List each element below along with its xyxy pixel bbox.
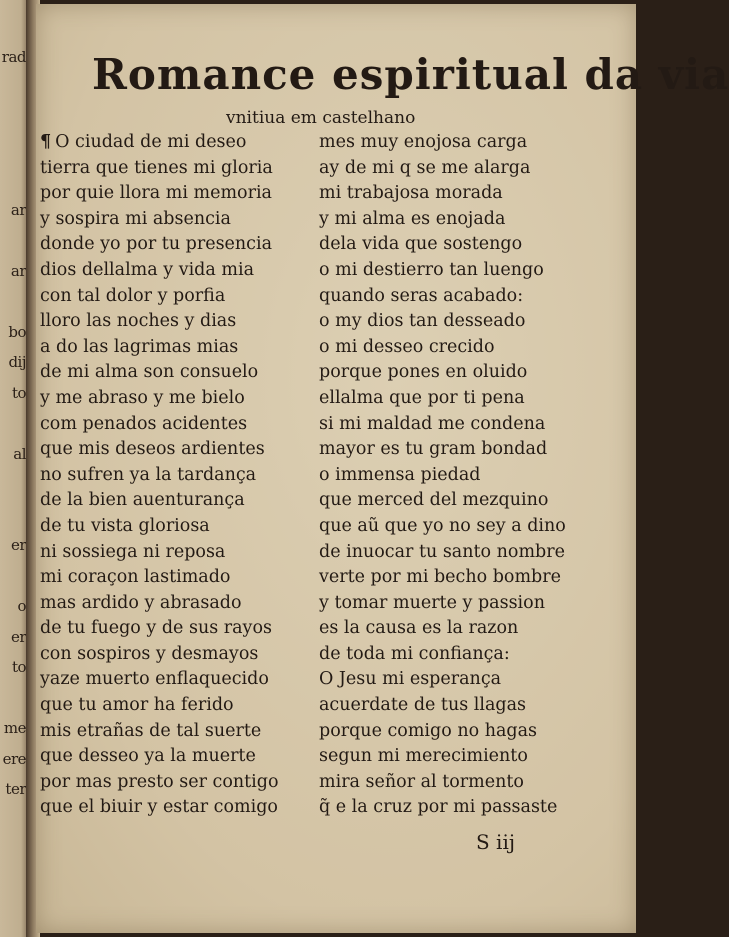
verse-line: de inuocar tu santo nombre [319,541,565,562]
page-subtitle: vnitiua em castelhano [226,108,416,128]
verse-line: dela vida que sostengo [319,234,523,255]
book-page [36,4,729,933]
verse-line: mi trabajosa morada [319,183,503,204]
verse-line: mes muy enojosa carga [319,132,528,152]
verse-line: donde yo por tu presencia [40,234,273,255]
verse-line: de la bien auenturança [40,490,245,511]
verse-line: que aũ que yo no sey a dino [319,515,566,536]
verse-line: mas ardido y abrasado [40,592,242,613]
facing-page-fragment: ere [2,749,26,768]
facing-page-fragment: ter [5,780,26,798]
verse-line: tierra que tienes mi gloria [40,157,273,178]
verse-line: que desseo ya la muerte [40,746,256,767]
verse-line: yaze muerto enflaquecido [40,669,269,690]
verse-line: ellalma que por ti pena [319,387,525,408]
facing-page-fragment: ar [10,261,26,280]
verse-line: no sufren ya la tardança [40,464,257,485]
verse-line: que mis deseos ardientes [40,439,265,460]
verse-line: ni sossiega ni reposa [40,541,226,562]
facing-page-fragment: ar [10,200,26,219]
facing-page-fragment: bo [8,322,26,341]
verse-line: y mi alma es enojada [319,208,506,229]
verse-line: y sospira mi absencia [40,208,231,229]
verse-line: y me abraso y me bielo [40,387,245,408]
verse-line: o mi destierro tan luengo [319,259,544,280]
verse-line: verte por mi becho bombre [319,567,561,588]
facing-page-fragment: al [13,444,26,463]
verse-line: porque pones en oluido [319,362,528,383]
verse-line: mis etrañas de tal suerte [40,720,262,741]
verse-line: de tu vista gloriosa [40,515,210,536]
verse-line: mayor es tu gram bondad [319,439,548,460]
verse-text: O ciudad de mi deseo [55,132,247,152]
facing-page-fragment: me [3,719,26,737]
verse-line: que merced del mezquino [319,490,549,511]
facing-page-fragment: dij [8,353,26,371]
verse-line: y tomar muerte y passion [319,592,545,613]
facing-page-fragment: to [11,658,26,676]
verse-line: quando seras acabado: [319,285,524,306]
verse-line: com penados acidentes [40,413,248,434]
verse-line: de mi alma son consuelo [40,362,259,383]
verse-line: es la causa es la razon [319,618,519,639]
verse-line: o mi desseo crecido [319,336,495,357]
verse-line: porque comigo no hagas [319,720,538,741]
verse-line: mi coraçon lastimado [40,567,231,588]
facing-page-fragment: rad [1,48,26,66]
left-verse-column [40,130,310,821]
verse-line: mira señor al tormento [319,771,524,792]
facing-page-fragment: er [10,536,26,554]
verse-line: O Jesu mi esperança [319,669,502,690]
facing-page-fragment: er [10,627,26,646]
page-title: Romance espiritual da via [92,50,729,99]
signature-mark: S iij [476,830,516,854]
verse-line: con tal dolor y porfia [40,285,226,306]
verse-line: con sospiros y desmayos [40,643,259,664]
verse-line [40,130,310,156]
verse-line: ay de mi q se me alarga [319,157,531,178]
facing-page-fragment: o [17,597,26,615]
right-verse-column [319,130,619,821]
verse-line: dios dellalma y vida mia [40,259,255,280]
verse-line: por quie llora mi memoria [40,183,272,204]
verse-line: si mi maldad me condena [319,413,546,434]
verse-line: acuerdate de tus llagas [319,695,527,716]
verse-line: que tu amor ha ferido [40,695,234,716]
pilcrow-mark: ¶ [40,132,52,152]
verse-line: q̃ e la cruz por mi passaste [319,797,558,818]
verse-line: o my dios tan desseado [319,311,526,332]
facing-page-fragment: to [11,383,26,402]
verse-line: o immensa piedad [319,464,481,485]
verse-line: que el biuir y estar comigo [40,797,278,818]
verse-line: a do las lagrimas mias [40,336,239,357]
verse-line: por mas presto ser contigo [40,771,279,792]
verse-line: de tu fuego y de sus rayos [40,618,272,639]
verse-line: de toda mi confiança: [319,643,510,664]
verse-line: lloro las noches y dias [40,311,237,332]
verse-line: segun mi merecimiento [319,746,528,767]
